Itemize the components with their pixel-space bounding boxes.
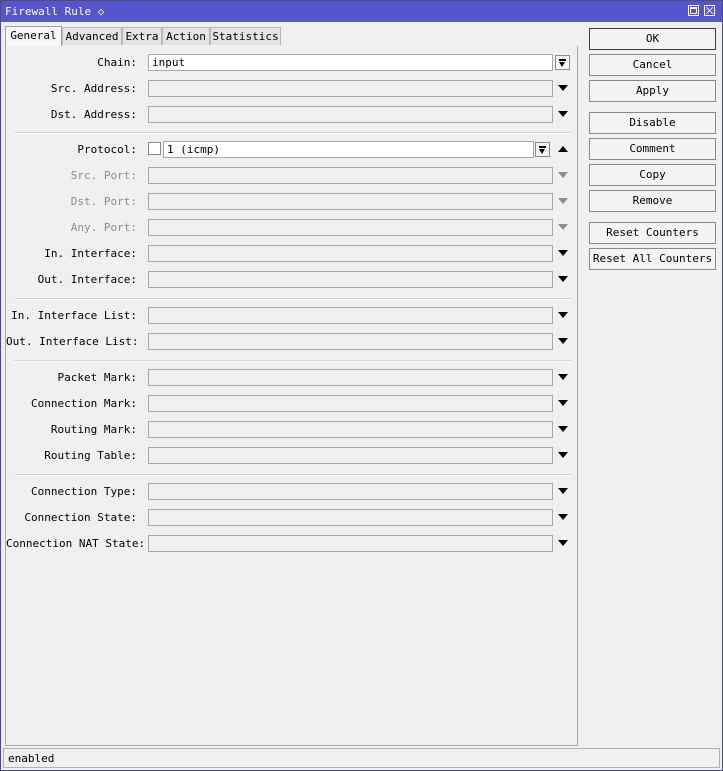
- out-interface-expand-icon[interactable]: [558, 276, 568, 282]
- connection-mark-row: [6, 395, 579, 413]
- separator: [14, 360, 571, 362]
- connection-mark-label: Connection Mark:: [31, 397, 137, 410]
- dst-address-label: Dst. Address:: [50, 108, 137, 121]
- in-interface-row: [6, 245, 579, 263]
- window-title: Firewall Rule ◇: [5, 5, 105, 18]
- in-interface-list-input[interactable]: [148, 307, 553, 324]
- in-interface-list-expand-icon[interactable]: [558, 312, 568, 318]
- connection-nat-state-row: [6, 535, 579, 553]
- src-address-input[interactable]: [148, 80, 553, 97]
- any-port-label: Any. Port:: [70, 221, 137, 234]
- maximize-icon[interactable]: [688, 5, 699, 16]
- connection-state-row: [6, 509, 579, 527]
- separator: [14, 298, 571, 300]
- out-interface-list-input[interactable]: [148, 333, 553, 350]
- ok-button[interactable]: OK: [589, 28, 716, 50]
- src-address-expand-icon[interactable]: [558, 85, 568, 91]
- dst-address-row: [6, 106, 579, 124]
- packet-mark-input[interactable]: [148, 369, 553, 386]
- out-interface-list-label: Out. Interface List:: [6, 335, 139, 348]
- status-bar: [3, 748, 720, 768]
- protocol-label: Protocol:: [77, 143, 137, 156]
- out-interface-row: [6, 271, 579, 289]
- in-interface-input[interactable]: [148, 245, 553, 262]
- connection-nat-state-input[interactable]: [148, 535, 553, 552]
- cancel-button[interactable]: Cancel: [589, 54, 716, 76]
- dst-port-input: [148, 193, 553, 210]
- routing-mark-expand-icon[interactable]: [558, 426, 568, 432]
- routing-mark-label: Routing Mark:: [50, 423, 137, 436]
- protocol-input[interactable]: 1 (icmp): [163, 141, 534, 158]
- dst-port-label: Dst. Port:: [70, 195, 137, 208]
- connection-type-expand-icon[interactable]: [558, 488, 568, 494]
- tab-statistics[interactable]: Statistics: [210, 27, 281, 45]
- in-interface-list-row: [6, 307, 579, 325]
- protocol-dropdown-icon[interactable]: [535, 142, 550, 157]
- close-icon[interactable]: [704, 5, 715, 16]
- out-interface-list-row: [6, 333, 579, 351]
- connection-type-row: [6, 483, 579, 501]
- dst-port-expand-icon: [558, 198, 568, 204]
- src-port-row: [6, 167, 579, 185]
- disable-button[interactable]: Disable: [589, 112, 716, 134]
- chain-dropdown-icon[interactable]: [555, 55, 570, 70]
- routing-mark-row: [6, 421, 579, 439]
- connection-mark-expand-icon[interactable]: [558, 400, 568, 406]
- chain-input[interactable]: input: [148, 54, 553, 71]
- general-panel: [5, 46, 578, 746]
- protocol-negate-checkbox[interactable]: [148, 142, 161, 155]
- in-interface-list-label: In. Interface List:: [11, 309, 137, 322]
- chain-label: Chain:: [97, 56, 137, 69]
- src-address-label: Src. Address:: [50, 82, 137, 95]
- dst-port-row: [6, 193, 579, 211]
- dst-address-expand-icon[interactable]: [558, 111, 568, 117]
- out-interface-list-expand-icon[interactable]: [558, 338, 568, 344]
- connection-state-input[interactable]: [148, 509, 553, 526]
- src-port-label: Src. Port:: [70, 169, 137, 182]
- any-port-expand-icon: [558, 224, 568, 230]
- packet-mark-expand-icon[interactable]: [558, 374, 568, 380]
- packet-mark-label: Packet Mark:: [57, 371, 137, 384]
- connection-nat-state-label: Connection NAT State:: [6, 537, 146, 550]
- packet-mark-row: [6, 369, 579, 387]
- connection-state-expand-icon[interactable]: [558, 514, 568, 520]
- title-bar[interactable]: [1, 1, 722, 22]
- in-interface-label: In. Interface:: [44, 247, 137, 260]
- separator: [14, 132, 571, 134]
- in-interface-expand-icon[interactable]: [558, 250, 568, 256]
- chain-row: [6, 54, 579, 72]
- connection-state-label: Connection State:: [24, 511, 137, 524]
- remove-button[interactable]: Remove: [589, 190, 716, 212]
- reset-all-counters-button[interactable]: Reset All Counters: [589, 248, 716, 270]
- routing-table-expand-icon[interactable]: [558, 452, 568, 458]
- comment-button[interactable]: Comment: [589, 138, 716, 160]
- out-interface-label: Out. Interface:: [37, 273, 137, 286]
- copy-button[interactable]: Copy: [589, 164, 716, 186]
- routing-table-label: Routing Table:: [44, 449, 137, 462]
- src-port-input: [148, 167, 553, 184]
- reset-counters-button[interactable]: Reset Counters: [589, 222, 716, 244]
- dst-address-input[interactable]: [148, 106, 553, 123]
- tab-extra[interactable]: Extra: [122, 27, 162, 45]
- apply-button[interactable]: Apply: [589, 80, 716, 102]
- tab-general[interactable]: General: [5, 26, 62, 46]
- any-port-input: [148, 219, 553, 236]
- routing-mark-input[interactable]: [148, 421, 553, 438]
- status-text: enabled: [8, 752, 55, 765]
- any-port-row: [6, 219, 579, 237]
- routing-table-row: [6, 447, 579, 465]
- connection-type-label: Connection Type:: [31, 485, 137, 498]
- connection-nat-state-expand-icon[interactable]: [558, 540, 568, 546]
- out-interface-input[interactable]: [148, 271, 553, 288]
- src-port-expand-icon: [558, 172, 568, 178]
- connection-type-input[interactable]: [148, 483, 553, 500]
- routing-table-input[interactable]: [148, 447, 553, 464]
- connection-mark-input[interactable]: [148, 395, 553, 412]
- protocol-row: [6, 141, 579, 159]
- src-address-row: [6, 80, 579, 98]
- separator: [14, 474, 571, 476]
- tab-advanced[interactable]: Advanced: [62, 27, 122, 45]
- protocol-collapse-icon[interactable]: [558, 146, 568, 152]
- tab-action[interactable]: Action: [162, 27, 210, 45]
